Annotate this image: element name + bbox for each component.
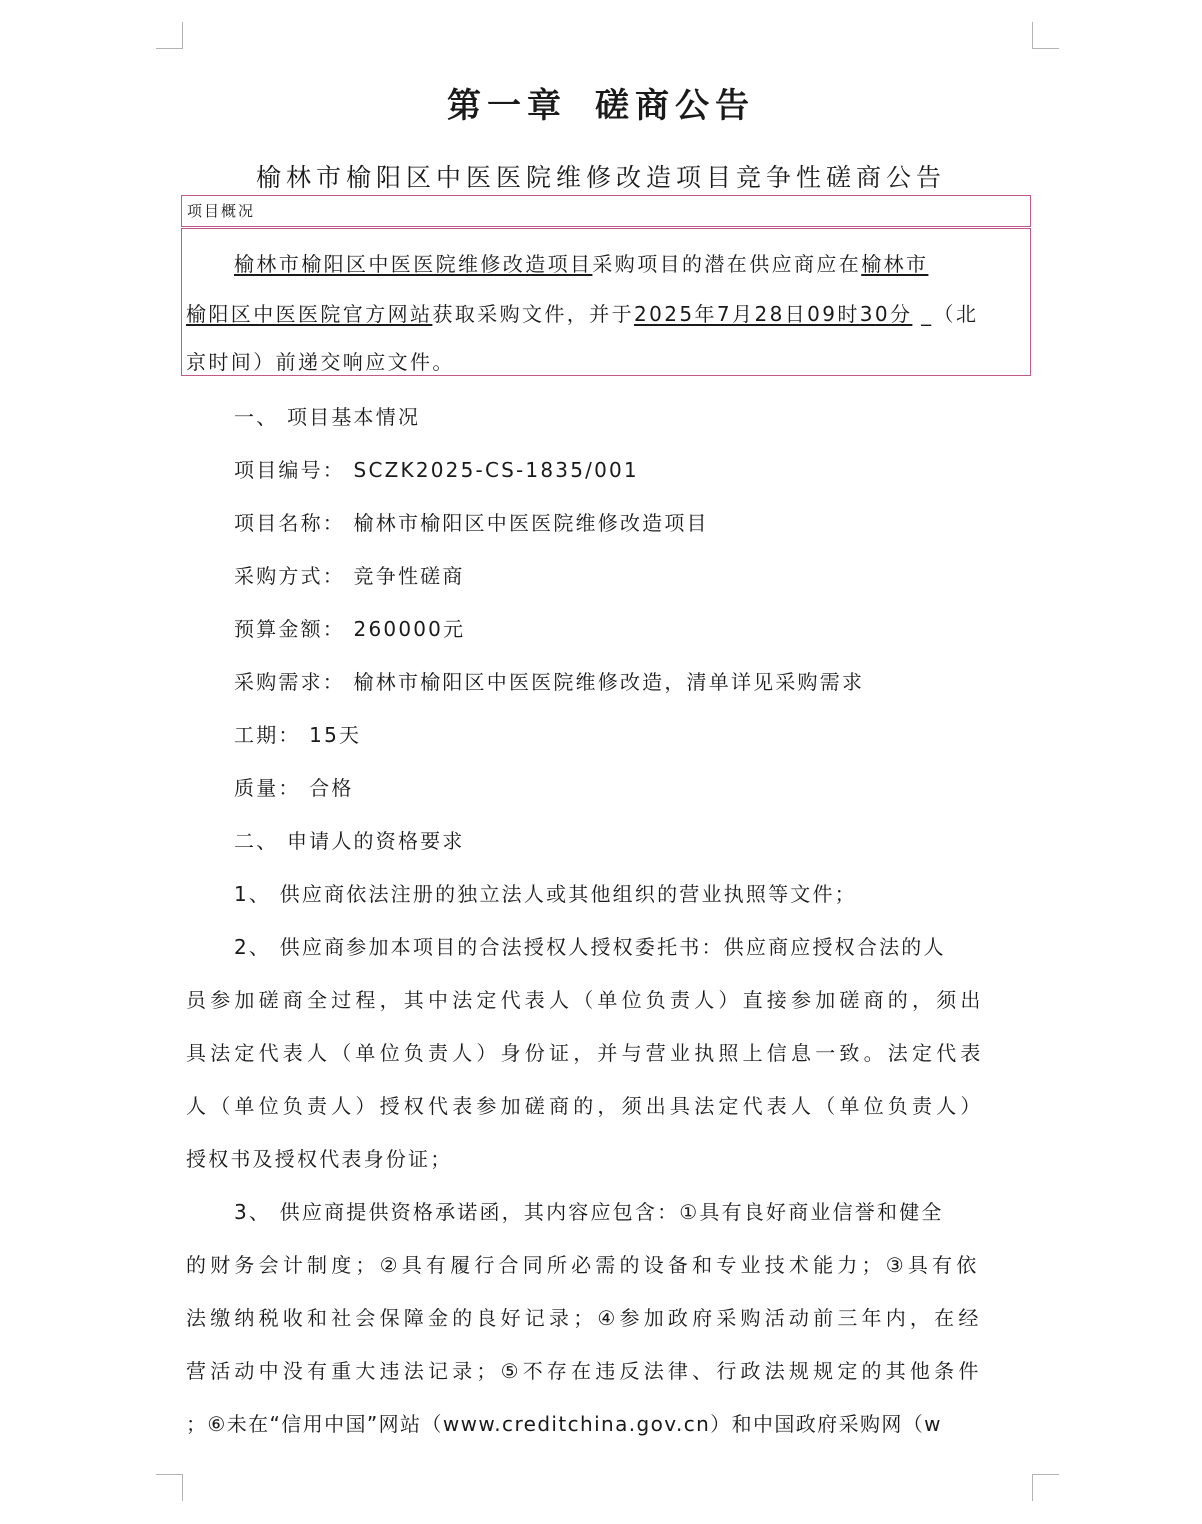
procurement-method: 采购方式： 竞争性磋商 — [234, 564, 465, 588]
project-number: 项目编号： SCZK2025-CS-1835/001 — [234, 458, 639, 482]
corner-mark-top-right — [1032, 22, 1059, 49]
qualification-item-3-line-1: 3、 供应商提供资格承诺函，其内容应包含：①具有良好商业信誉和健全 — [234, 1200, 944, 1224]
qualification-item-3-line-2: 的财务会计制度；②具有履行合同所必需的设备和专业技术能力；③具有依 — [186, 1253, 981, 1277]
corner-mark-bottom-right — [1032, 1474, 1059, 1501]
quality-requirement: 质量： 合格 — [234, 776, 354, 800]
procurement-requirement: 采购需求： 榆林市榆阳区中医医院维修改造，清单详见采购需求 — [234, 670, 865, 694]
construction-period: 工期： 15天 — [234, 723, 362, 747]
qualification-item-2-line-5: 授权书及授权代表身份证； — [186, 1147, 453, 1171]
project-name: 项目名称： 榆林市榆阳区中医医院维修改造项目 — [234, 511, 709, 535]
qualification-item-2-line-3: 具法定代表人（单位负责人）身份证，并与营业执照上信息一致。法定代表 — [186, 1041, 985, 1065]
qualification-item-2-line-1: 2、 供应商参加本项目的合法授权人授权委托书：供应商应授权合法的人 — [234, 935, 946, 959]
chapter-title — [0, 84, 1202, 128]
section-2-heading: 二、 申请人的资格要求 — [234, 829, 465, 853]
overview-line-1: 榆林市榆阳区中医医院维修改造项目采购项目的潜在供应商应在榆林市 — [234, 252, 929, 276]
chapter-name: 磋商公告 — [595, 86, 755, 126]
qualification-item-3-line-5: ；⑥未在“信用中国”网站（www.creditchina.gov.cn）和中国政府采购网（w — [186, 1412, 942, 1436]
notice-title: 榆林市榆阳区中医医院维修改造项目竞争性磋商公告 — [255, 163, 946, 192]
overview-line-2: 榆阳区中医医院官方网站获取采购文件，并于2025年7月28日09时30分 _（北 — [186, 302, 979, 326]
overview-label: 项目概况 — [181, 195, 1031, 227]
chapter-number: 第一章 — [447, 86, 567, 126]
overview-box — [181, 228, 1031, 376]
corner-mark-bottom-left — [156, 1474, 183, 1501]
qualification-item-3-line-4: 营活动中没有重大违法记录；⑤不存在违反法律、行政法规规定的其他条件 — [186, 1359, 983, 1383]
section-1-heading: 一、 项目基本情况 — [234, 405, 421, 429]
qualification-item-2-line-4: 人（单位负责人）授权代表参加磋商的，须出具法定代表人（单位负责人） — [186, 1094, 985, 1118]
overview-line-3: 京时间）前递交响应文件。 — [186, 350, 455, 374]
corner-mark-top-left — [156, 22, 183, 49]
qualification-item-3-line-3: 法缴纳税收和社会保障金的良好记录；④参加政府采购活动前三年内，在经 — [186, 1306, 983, 1330]
qualification-item-1: 1、 供应商依法注册的独立法人或其他组织的营业执照等文件； — [234, 882, 857, 906]
budget-amount: 预算金额： 260000元 — [234, 617, 466, 641]
qualification-item-2-line-2: 员参加磋商全过程，其中法定代表人（单位负责人）直接参加磋商的，须出 — [186, 988, 985, 1012]
